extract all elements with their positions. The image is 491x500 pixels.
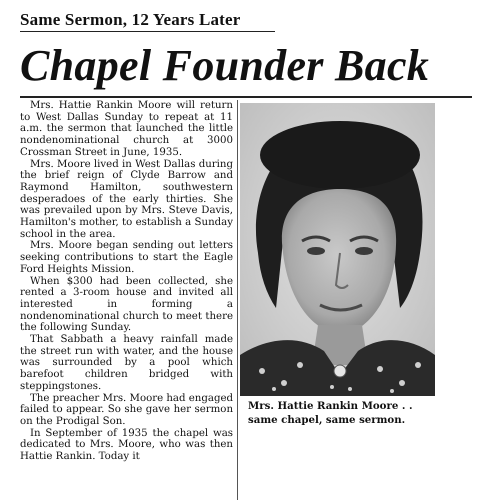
paragraph-3: Mrs. Moore began sending out letters seeking contributions to start the Eagle Ford Heights Mission. — [20, 240, 233, 275]
paragraph-6: The preacher Mrs. Moore had engaged failed to appear. So she gave her sermon on the Prodigal Son. — [20, 392, 234, 427]
kicker-headline: Same Sermon, 12 Years Later — [20, 10, 275, 32]
photo-caption — [248, 399, 443, 427]
paragraph-2: Mrs. Moore lived in West Dallas during the brief reign of Clyde Barrow and Raymond Hamilton, southwestern desperadoes of the early thirties. She was prevailed upon by Mrs. Steve Davis, Hamilton's mother, to establish a Sunday school in the area. — [20, 158, 233, 240]
portrait-image — [240, 103, 435, 396]
paragraph-5: That Sabbath a heavy rainfall made the street run with water, and the house was surrounded by a pool which barefoot children bridged with steppingstones. — [20, 334, 233, 392]
paragraph-7: In September of 1935 the chapel was dedicated to Mrs. Moore, who was then Hattie Rankin. Today it — [20, 427, 233, 463]
article-body — [20, 100, 233, 463]
headline: Chapel Founder Back — [20, 41, 430, 90]
column-divider — [237, 100, 238, 500]
portrait-photo — [240, 103, 435, 396]
headline-rule — [20, 96, 472, 98]
caption-line-2: same chapel, same sermon. — [248, 414, 406, 426]
paragraph-4: When $300 had been collected, she rented a 3-room house and invited all interested in forming a nondenominational church to meet there the following Sunday. — [20, 275, 233, 334]
caption-line-1: Mrs. Hattie Rankin Moore . . — [248, 400, 413, 412]
paragraph-1: Mrs. Hattie Rankin Moore will return to West Dallas Sunday to repeat at 11 a.m. the sermon that launched the little nondenominational church at 3000 Crossman Street in June, 1935. — [20, 100, 233, 158]
